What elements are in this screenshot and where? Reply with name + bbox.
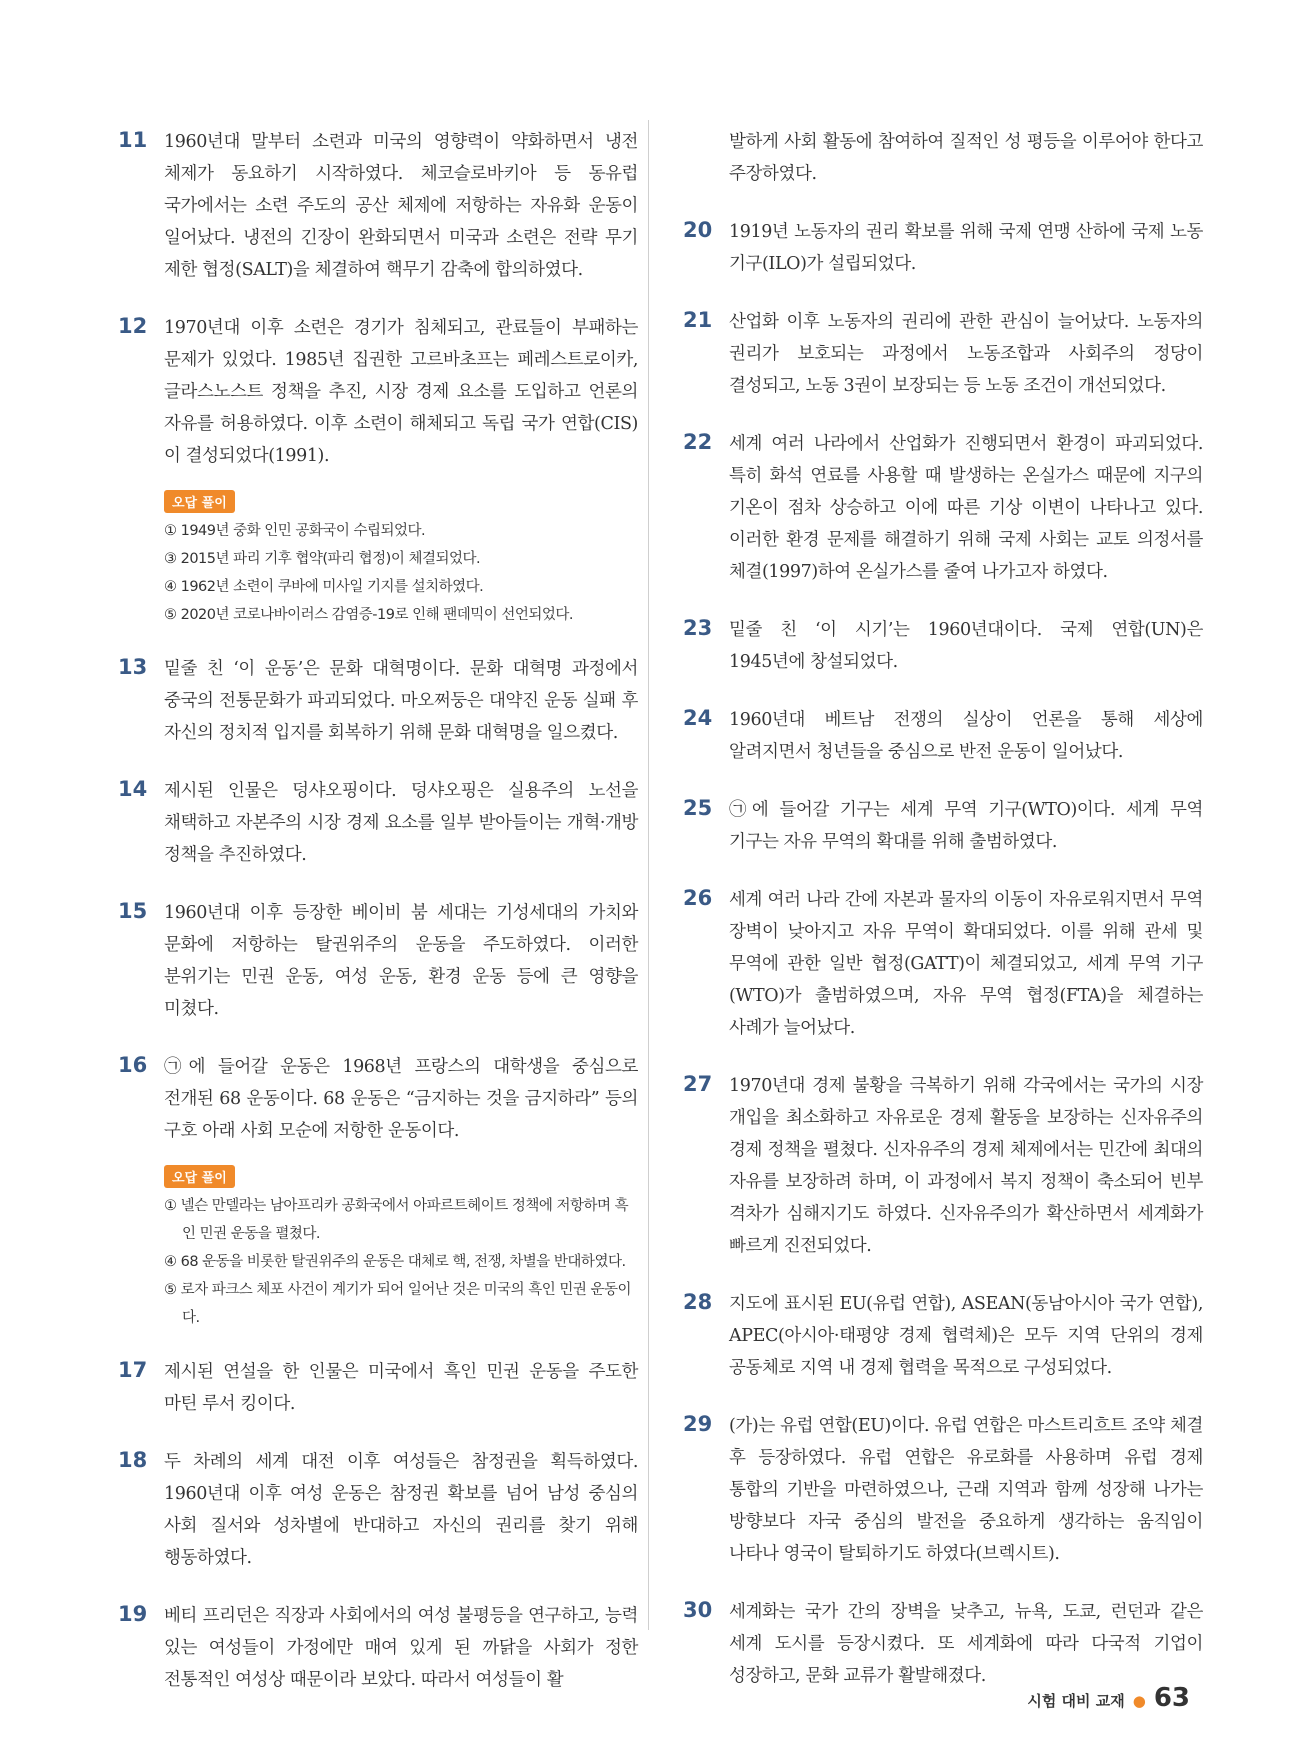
answer-item-30: [683, 1596, 1203, 1692]
wrong-answer-line: ⑤ 2020년 코로나바이러스 감염증-19로 인해 팬데믹이 선언되었다.: [164, 607, 574, 623]
wrong-answer-line: ① 1949년 중화 인민 공화국이 수립되었다.: [164, 523, 426, 539]
item-text: 제시된 인물은 덩샤오핑이다. 덩샤오핑은 실용주의 노선을 채택하고 자본주의 시장 경제 요소를 일부 받아들이는 개혁·개방 정책을 추진하였다.: [164, 781, 638, 865]
item-text: 제시된 연설을 한 인물은 미국에서 흑인 민권 운동을 주도한 마틴 루서 킹이다.: [164, 1362, 638, 1414]
item-text: 1970년대 경제 불황을 극복하기 위해 각국에서는 국가의 시장 개입을 최소화하고 자유로운 경제 활동을 보장하는 신자유주의 경제 정책을 펼쳤다. 신자유주의 경제 체제에서는 민간에 최대의 자유를 보장하려 하며, 이 과정에서 복지 정책이 축소되어 빈부 격차가 심해지기도 하였다. 신자유주의가 확산하면서 세계화가 빠르게 진전되었다.: [729, 1076, 1203, 1256]
page-footer: [1027, 1683, 1190, 1713]
answer-item-27: [683, 1070, 1203, 1262]
answer-item-22: [683, 428, 1203, 588]
item-number: 27: [683, 1072, 713, 1096]
wrong-answer-box-16: [118, 1165, 638, 1332]
item-number: 16: [118, 1053, 148, 1077]
answer-item-29: [683, 1410, 1203, 1570]
item-text: 1970년대 이후 소련은 경기가 침체되고, 관료들이 부패하는 문제가 있었다. 1985년 집권한 고르바초프는 페레스트로이카, 글라스노스트 정책을 추진, 시장 경제 요소를 도입하고 언론의 자유를 허용하였다. 이후 소련이 해체되고 독립 국가 연합(CIS)이 결성되었다(1991).: [164, 318, 638, 466]
item-text: 1960년대 말부터 소련과 미국의 영향력이 약화하면서 냉전 체제가 동요하기 시작하였다. 체코슬로바키아 등 동유럽 국가에서는 소련 주도의 공산 체제에 저항하는 자유화 운동이 일어났다. 냉전의 긴장이 완화되면서 미국과 소련은 전략 무기 제한 협정(SALT)을 체결하여 핵무기 감축에 합의하였다.: [164, 132, 638, 280]
answer-item-19: [118, 1600, 638, 1696]
item-number: 18: [118, 1448, 148, 1472]
item-number: 22: [683, 430, 713, 454]
item-text: 1960년대 베트남 전쟁의 실상이 언론을 통해 세상에 알려지면서 청년들을 중심으로 반전 운동이 일어났다.: [729, 710, 1203, 762]
item-text: 두 차례의 세계 대전 이후 여성들은 참정권을 획득하였다. 1960년대 이후 여성 운동은 참정권 확보를 넘어 남성 중심의 사회 질서와 성차별에 반대하고 자신의 권리를 찾기 위해 행동하였다.: [164, 1452, 638, 1568]
answer-item-24: [683, 704, 1203, 768]
item-number: 19: [118, 1602, 148, 1626]
item-number: 20: [683, 218, 713, 242]
item-text: 밑줄 친 ‘이 운동’은 문화 대혁명이다. 문화 대혁명 과정에서 중국의 전통문화가 파괴되었다. 마오쩌둥은 대약진 운동 실패 후 자신의 정치적 입지를 회복하기 위해 문화 대혁명을 일으켰다.: [164, 659, 638, 743]
item-text: 1960년대 이후 등장한 베이비 붐 세대는 기성세대의 가치와 문화에 저항하는 탈권위주의 운동을 주도하였다. 이러한 분위기는 민권 운동, 여성 운동, 환경 운동 등에 큰 영향을 미쳤다.: [164, 903, 638, 1019]
column-divider: [648, 120, 649, 1630]
item-number: 23: [683, 616, 713, 640]
wrong-answer-list: [164, 1192, 638, 1332]
footer-book-label: 시험 대비 교재: [1027, 1692, 1125, 1710]
item-number: 12: [118, 314, 148, 338]
answer-item-26: [683, 884, 1203, 1044]
left-column: [118, 126, 638, 1722]
wrong-answer-line: ① 넬슨 만델라는 남아프리카 공화국에서 아파르트헤이트 정책에 저항하며 흑인 민권 운동을 펼쳤다.: [164, 1198, 629, 1242]
item-number: 28: [683, 1290, 713, 1314]
answer-item-20: [683, 216, 1203, 280]
item-text: 세계화는 국가 간의 장벽을 낮추고, 뉴욕, 도쿄, 런던과 같은 세계 도시를 등장시켰다. 또 세계화에 따라 다국적 기업이 성장하고, 문화 교류가 활발해졌다.: [729, 1602, 1203, 1686]
item-number: 24: [683, 706, 713, 730]
item-text: ㉠에 들어갈 기구는 세계 무역 기구(WTO)이다. 세계 무역 기구는 자유 무역의 확대를 위해 출범하였다.: [729, 800, 1203, 852]
right-column: [683, 126, 1203, 1718]
item-number: 11: [118, 128, 148, 152]
answer-item-17: [118, 1356, 638, 1420]
item-text: 세계 여러 나라 간에 자본과 물자의 이동이 자유로워지면서 무역 장벽이 낮아지고 자유 무역이 확대되었다. 이를 위해 관세 및 무역에 관한 일반 협정(GATT)이 체결되었고, 세계 무역 기구(WTO)가 출범하였으며, 자유 무역 협정(FTA)을 체결하는 사례가 늘어났다.: [729, 890, 1203, 1038]
item-number: 14: [118, 777, 148, 801]
wrong-answer-line: ③ 2015년 파리 기후 협약(파리 협정)이 체결되었다.: [164, 551, 481, 567]
wrong-answer-line: ④ 68 운동을 비롯한 탈권위주의 운동은 대체로 핵, 전쟁, 차별을 반대하였다.: [164, 1254, 626, 1270]
page-number: 63: [1153, 1683, 1190, 1713]
wrong-answer-box-12: [118, 490, 638, 629]
answer-item-28: [683, 1288, 1203, 1384]
answer-item-12: [118, 312, 638, 472]
item-text: 베티 프리던은 직장과 사회에서의 여성 불평등을 연구하고, 능력 있는 여성들이 가정에만 매여 있게 된 까닭을 사회가 정한 전통적인 여성상 때문이라 보았다. 따라서 여성들이 활: [164, 1606, 638, 1690]
item-number: 13: [118, 655, 148, 679]
item-text: 지도에 표시된 EU(유럽 연합), ASEAN(동남아시아 국가 연합), APEC(아시아·태평양 경제 협력체)은 모두 지역 단위의 경제 공동체로 지역 내 경제 협력을 목적으로 구성되었다.: [729, 1294, 1203, 1378]
wrong-answer-line: ⑤ 로자 파크스 체포 사건이 계기가 되어 일어난 것은 미국의 흑인 민권 운동이다.: [164, 1282, 632, 1326]
item-number: 15: [118, 899, 148, 923]
item-number: 17: [118, 1358, 148, 1382]
item-text: 1919년 노동자의 권리 확보를 위해 국제 연맹 산하에 국제 노동 기구(ILO)가 설립되었다.: [729, 222, 1203, 274]
item-text: 산업화 이후 노동자의 권리에 관한 관심이 늘어났다. 노동자의 권리가 보호되는 과정에서 노동조합과 사회주의 정당이 결성되고, 노동 3권이 보장되는 등 노동 조건이 개선되었다.: [729, 312, 1203, 396]
item-number: 21: [683, 308, 713, 332]
answer-item-11: [118, 126, 638, 286]
wrong-answer-badge: 오답 풀이: [164, 490, 235, 513]
item-text: 세계 여러 나라에서 산업화가 진행되면서 환경이 파괴되었다. 특히 화석 연료를 사용할 때 발생하는 온실가스 때문에 지구의 기온이 점차 상승하고 이에 따른 기상 이변이 나타나고 있다. 이러한 환경 문제를 해결하기 위해 국제 사회는 교토 의정서를 체결(1997)하여 온실가스를 줄여 나가고자 하였다.: [729, 434, 1203, 582]
wrong-answer-line: ④ 1962년 소련이 쿠바에 미사일 기지를 설치하였다.: [164, 579, 484, 595]
item-text: 밑줄 친 ‘이 시기’는 1960년대이다. 국제 연합(UN)은 1945년에 창설되었다.: [729, 620, 1203, 672]
item-text: ㉠에 들어갈 운동은 1968년 프랑스의 대학생을 중심으로 전개된 68 운동이다. 68 운동은 “금지하는 것을 금지하라” 등의 구호 아래 사회 모순에 저항한 운동이다.: [164, 1057, 638, 1141]
item-19-continuation: 발하게 사회 활동에 참여하여 질적인 성 평등을 이루어야 한다고 주장하였다.: [729, 132, 1203, 184]
item-number: 30: [683, 1598, 713, 1622]
wrong-answer-list: [164, 517, 638, 629]
item-number: 25: [683, 796, 713, 820]
answer-item-14: [118, 775, 638, 871]
answer-item-15: [118, 897, 638, 1025]
wrong-answer-badge: 오답 풀이: [164, 1165, 235, 1188]
answer-item-16: [118, 1051, 638, 1147]
answer-item-13: [118, 653, 638, 749]
answer-item-21: [683, 306, 1203, 402]
item-number: 29: [683, 1412, 713, 1436]
answer-item-18: [118, 1446, 638, 1574]
answer-item-25: [683, 794, 1203, 858]
item-text: (가)는 유럽 연합(EU)이다. 유럽 연합은 마스트리흐트 조약 체결 후 등장하였다. 유럽 연합은 유로화를 사용하며 유럽 경제 통합의 기반을 마련하였으나, 근래 지역과 함께 성장해 나가는 방향보다 자국 중심의 발전을 중요하게 생각하는 움직임이 나타나 영국이 탈퇴하기도 하였다(브렉시트).: [729, 1416, 1203, 1564]
answer-item-23: [683, 614, 1203, 678]
item-number: 26: [683, 886, 713, 910]
footer-dot-icon: ●: [1132, 1692, 1146, 1710]
